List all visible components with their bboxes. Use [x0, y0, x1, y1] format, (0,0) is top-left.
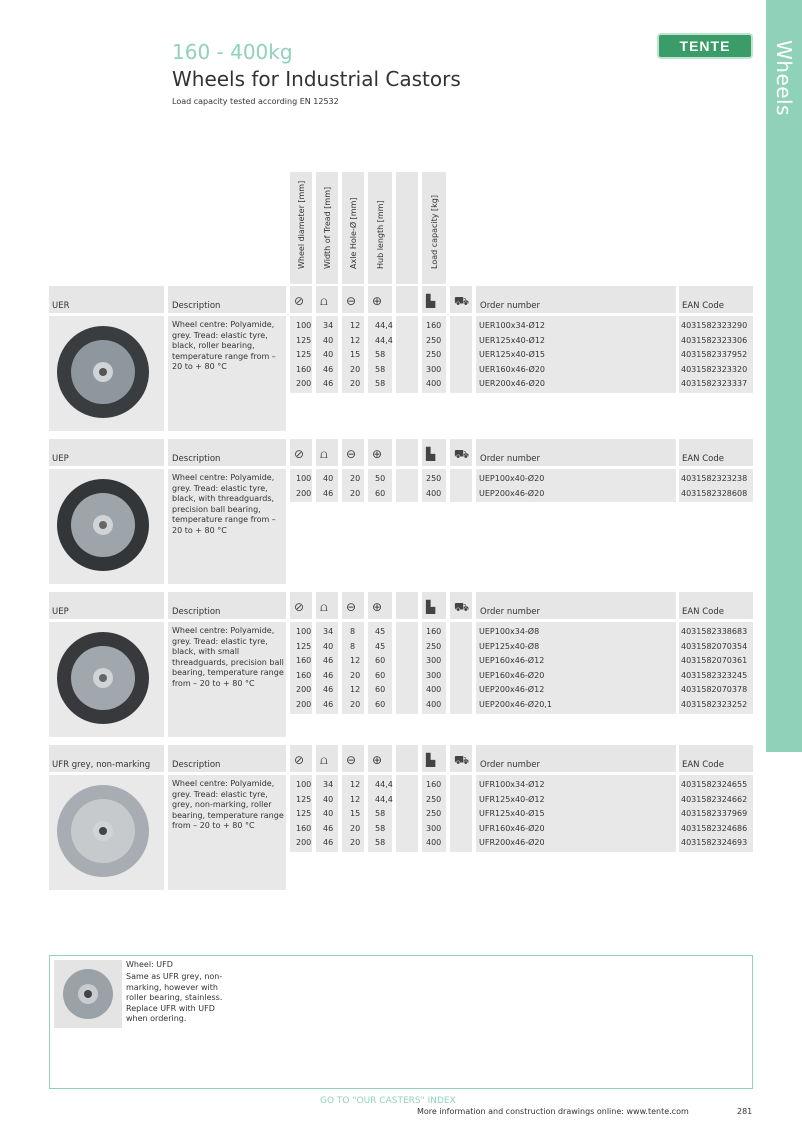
ean-code: 4031582337969: [681, 809, 748, 819]
cart-icon: ⛟: [454, 753, 470, 767]
axle-value: 20: [350, 670, 361, 680]
axle-value: 8: [350, 627, 356, 636]
load-value: 160: [426, 321, 442, 330]
col-blank: [396, 172, 418, 284]
order-number: UEP200x46-Ø12: [479, 685, 545, 695]
hub-icon: ⊕: [372, 600, 383, 614]
load-range: 160 - 400kg: [172, 40, 293, 64]
tread-value: 40: [323, 809, 334, 819]
description-label: Description: [172, 607, 221, 617]
description-header: [168, 286, 286, 313]
load-value: 250: [426, 474, 442, 483]
tread-value: 34: [323, 321, 334, 330]
wheel-image: [49, 775, 164, 890]
order-number: UEP125x40-Ø8: [479, 641, 540, 651]
ean-code-label: EAN Code: [682, 301, 725, 311]
order-header: [476, 592, 676, 619]
tread-value: 46: [323, 823, 334, 833]
tread-value: 40: [323, 794, 334, 804]
diameter-value: 100: [296, 780, 312, 789]
description-cell: [168, 469, 286, 584]
tread-icon: ⩍: [320, 294, 328, 308]
description-label: Description: [172, 301, 221, 311]
tread-value: 40: [323, 641, 334, 651]
order-number-label: Order number: [480, 760, 541, 770]
tread-value: 34: [323, 780, 334, 789]
load-icon: ▙: [426, 600, 436, 614]
order-number: UFR160x46-Ø20: [479, 823, 545, 833]
data-column-bg: [396, 469, 418, 502]
ean-code: 4031582323238: [681, 474, 748, 483]
load-value: 160: [426, 780, 442, 789]
hub-value: 58: [375, 809, 386, 819]
order-number: UFR125x40-Ø15: [479, 809, 545, 819]
hub-value: 45: [375, 641, 386, 651]
icon-header-cell: [368, 439, 392, 466]
hub-value: 58: [375, 379, 386, 389]
page-title: Wheels for Industrial Castors: [172, 67, 461, 91]
load-icon: ▙: [426, 294, 436, 308]
load-value: 400: [426, 700, 442, 709]
load-value: 400: [426, 488, 442, 498]
diameter-value: 160: [296, 823, 312, 833]
icon-header-cell: [316, 592, 338, 619]
icon-header-cell: [290, 592, 312, 619]
hub-value: 44,4: [375, 794, 393, 804]
diameter-icon: ⊘: [294, 753, 305, 767]
section-name-cell: [49, 592, 164, 619]
hub-value: 58: [375, 350, 386, 360]
order-number-label: Order number: [480, 454, 541, 464]
order-number-label: Order number: [480, 301, 541, 311]
ean-code: 4031582324662: [681, 794, 748, 804]
load-value: 250: [426, 641, 442, 651]
icon-header-cell: [422, 592, 446, 619]
load-icon: ▙: [426, 753, 436, 767]
diameter-icon: ⊘: [294, 294, 305, 308]
tread-value: 46: [323, 379, 334, 389]
hub-icon: ⊕: [372, 294, 383, 308]
axle-icon: ⊖: [346, 294, 357, 308]
hub-value: 60: [375, 488, 386, 498]
data-column-bg: [450, 316, 472, 393]
load-value: 400: [426, 379, 442, 389]
icon-header-cell: [422, 286, 446, 313]
ean-code: 4031582070378: [681, 685, 748, 695]
data-column-bg: [450, 469, 472, 502]
icon-header-cell: [396, 745, 418, 772]
ean-code: 4031582324686: [681, 823, 748, 833]
description-cell: [168, 622, 286, 737]
ufd-wheel-image: [54, 960, 122, 1028]
icon-header-cell: [368, 286, 392, 313]
icon-header-cell: [368, 592, 392, 619]
order-number-label: Order number: [480, 607, 541, 617]
description-cell: [168, 775, 286, 890]
col-wheel-diameter: [290, 172, 312, 284]
tread-icon: ⩍: [320, 600, 328, 614]
order-number: UEP100x40-Ø20: [479, 474, 545, 483]
diameter-value: 125: [296, 794, 312, 804]
tread-value: 34: [323, 627, 334, 636]
ean-code: 4031582070361: [681, 656, 748, 666]
order-number: UFR100x34-Ø12: [479, 780, 545, 789]
icon-header-cell: [316, 286, 338, 313]
hub-value: 44,4: [375, 335, 393, 345]
axle-value: 20: [350, 823, 361, 833]
side-tab-label: Wheels: [772, 40, 796, 117]
casters-index-link[interactable]: GO TO "OUR CASTERS" INDEX: [320, 1096, 456, 1106]
axle-value: 20: [350, 700, 361, 709]
diameter-value: 200: [296, 700, 312, 709]
load-value: 300: [426, 823, 442, 833]
tread-value: 40: [323, 474, 334, 483]
load-value: 250: [426, 794, 442, 804]
hub-icon: ⊕: [372, 753, 383, 767]
note-box: [49, 955, 753, 1089]
hub-value: 60: [375, 656, 386, 666]
load-value: 160: [426, 627, 442, 636]
icon-header-cell: [450, 439, 472, 466]
ean-code-label: EAN Code: [682, 454, 725, 464]
col-label: Axle Hole-Ø [mm]: [349, 197, 358, 269]
axle-value: 20: [350, 488, 361, 498]
data-column-bg: [450, 775, 472, 852]
axle-value: 20: [350, 838, 361, 848]
diameter-value: 200: [296, 379, 312, 389]
axle-icon: ⊖: [346, 600, 357, 614]
icon-header-cell: [290, 439, 312, 466]
col-label: Wheel diameter [mm]: [297, 180, 306, 269]
hub-value: 60: [375, 685, 386, 695]
order-number: UFR200x46-Ø20: [479, 838, 545, 848]
description-text: Wheel centre: Polyamide, grey. Tread: elastic tyre, black, with small threadguards, precision ball bearing, temperature range from – 20 to + 80 °C: [172, 626, 284, 688]
cart-icon: ⛟: [454, 294, 470, 308]
footer-info: More information and construction drawings online: www.tente.com: [417, 1107, 689, 1116]
ean-code: 4031582323320: [681, 364, 748, 374]
diameter-value: 200: [296, 838, 312, 848]
load-icon: ▙: [426, 447, 436, 461]
ean-code: 4031582323337: [681, 379, 748, 389]
tread-value: 46: [323, 488, 334, 498]
order-number: UER125x40-Ø15: [479, 350, 546, 360]
diameter-value: 200: [296, 685, 312, 695]
description-label: Description: [172, 454, 221, 464]
icon-header-cell: [290, 745, 312, 772]
order-number: UEP100x34-Ø8: [479, 627, 540, 636]
ean-code: 4031582323252: [681, 700, 748, 709]
section-name-cell: [49, 286, 164, 313]
icon-header-cell: [450, 745, 472, 772]
ean-code: 4031582337952: [681, 350, 748, 360]
col-label: Load capacity [kg]: [430, 194, 439, 269]
icon-header-cell: [422, 439, 446, 466]
diameter-value: 100: [296, 474, 312, 483]
axle-value: 8: [350, 641, 356, 651]
order-number: UEP200x46-Ø20: [479, 488, 545, 498]
diameter-icon: ⊘: [294, 447, 305, 461]
description-header: [168, 592, 286, 619]
section-name-cell: [49, 745, 164, 772]
axle-value: 12: [350, 794, 361, 804]
icon-header-cell: [368, 745, 392, 772]
axle-value: 12: [350, 685, 361, 695]
order-number: UEP200x46-Ø20,1: [479, 700, 552, 709]
ean-code: 4031582070354: [681, 641, 748, 651]
col-axle-hole: [342, 172, 364, 284]
order-header: [476, 286, 676, 313]
hub-value: 58: [375, 364, 386, 374]
axle-value: 12: [350, 656, 361, 666]
diameter-icon: ⊘: [294, 600, 305, 614]
data-column-bg: [396, 775, 418, 852]
axle-value: 12: [350, 780, 361, 789]
axle-value: 12: [350, 321, 361, 330]
tread-value: 46: [323, 685, 334, 695]
description-text: Wheel centre: Polyamide, grey. Tread: elastic tyre, black, with threadguards, precision ball bearing, temperature range from – 20 to + 80 °C: [172, 473, 276, 535]
diameter-value: 125: [296, 641, 312, 651]
diameter-value: 100: [296, 321, 312, 330]
hub-value: 45: [375, 627, 386, 636]
diameter-value: 160: [296, 364, 312, 374]
axle-icon: ⊖: [346, 753, 357, 767]
load-value: 250: [426, 350, 442, 360]
col-load-capacity: [422, 172, 446, 284]
section-name: UEP: [52, 454, 69, 464]
diameter-value: 125: [296, 350, 312, 360]
order-number: UER160x46-Ø20: [479, 364, 546, 374]
load-value: 300: [426, 656, 442, 666]
order-number: UEP160x46-Ø12: [479, 656, 545, 666]
note-title: Wheel: UFD: [126, 960, 173, 969]
tread-value: 46: [323, 838, 334, 848]
tread-icon: ⩍: [320, 447, 328, 461]
load-value: 300: [426, 364, 442, 374]
description-header: [168, 745, 286, 772]
ean-code: 4031582323245: [681, 670, 748, 680]
tread-value: 46: [323, 656, 334, 666]
description-text: Wheel centre: Polyamide, grey. Tread: elastic tyre, grey, non-marking, roller bearing, temperature range from – 20 to + 80 °C: [172, 779, 284, 831]
order-number: UER100x34-Ø12: [479, 321, 546, 330]
hub-value: 44,4: [375, 321, 393, 330]
icon-header-cell: [342, 286, 364, 313]
load-value: 400: [426, 838, 442, 848]
icon-header-cell: [396, 439, 418, 466]
ean-code: 4031582323306: [681, 335, 748, 345]
tread-value: 46: [323, 670, 334, 680]
col-label: Width of Tread [mm]: [323, 186, 332, 269]
diameter-value: 160: [296, 670, 312, 680]
col-hub-length: [368, 172, 392, 284]
cart-icon: ⛟: [454, 447, 470, 461]
load-value: 250: [426, 335, 442, 345]
ean-header: [679, 439, 753, 466]
section-name: UER: [52, 301, 70, 311]
diameter-value: 125: [296, 335, 312, 345]
icon-header-cell: [316, 439, 338, 466]
icon-header-cell: [342, 592, 364, 619]
section-name: UFR grey, non-marking: [52, 760, 151, 770]
axle-value: 20: [350, 379, 361, 389]
tread-value: 46: [323, 700, 334, 709]
icon-header-cell: [396, 592, 418, 619]
ean-code-label: EAN Code: [682, 607, 725, 617]
axle-value: 15: [350, 809, 361, 819]
ean-header: [679, 745, 753, 772]
diameter-value: 100: [296, 627, 312, 636]
load-value: 400: [426, 685, 442, 695]
wheel-image: [49, 469, 164, 584]
ean-code: 4031582324693: [681, 838, 748, 848]
tread-value: 40: [323, 350, 334, 360]
col-label: Hub length [mm]: [376, 200, 385, 269]
order-number: UER200x46-Ø20: [479, 379, 546, 389]
wheel-image: [49, 622, 164, 737]
load-value: 300: [426, 670, 442, 680]
brand-logo: TENTE: [657, 33, 753, 59]
hub-icon: ⊕: [372, 447, 383, 461]
diameter-value: 160: [296, 656, 312, 666]
hub-value: 50: [375, 474, 386, 483]
data-column-bg: [450, 622, 472, 714]
description-label: Description: [172, 760, 221, 770]
icon-header-cell: [342, 745, 364, 772]
icon-header-cell: [422, 745, 446, 772]
diameter-value: 125: [296, 809, 312, 819]
icon-header-cell: [450, 592, 472, 619]
hub-value: 58: [375, 838, 386, 848]
ean-header: [679, 592, 753, 619]
icon-header-cell: [396, 286, 418, 313]
order-header: [476, 745, 676, 772]
description-header: [168, 439, 286, 466]
hub-value: 58: [375, 823, 386, 833]
data-column-bg: [396, 316, 418, 393]
order-number: UEP160x46-Ø20: [479, 670, 545, 680]
tread-icon: ⩍: [320, 753, 328, 767]
cart-icon: ⛟: [454, 600, 470, 614]
axle-value: 12: [350, 335, 361, 345]
icon-header-cell: [342, 439, 364, 466]
axle-value: 15: [350, 350, 361, 360]
page-number: 281: [737, 1107, 753, 1116]
order-number: UER125x40-Ø12: [479, 335, 546, 345]
ean-code: 4031582328608: [681, 488, 748, 498]
ean-code-label: EAN Code: [682, 760, 725, 770]
icon-header-cell: [450, 286, 472, 313]
ean-code: 4031582323290: [681, 321, 748, 330]
page-subtitle: Load capacity tested according EN 12532: [172, 97, 339, 106]
axle-value: 20: [350, 474, 361, 483]
description-cell: [168, 316, 286, 431]
tread-value: 46: [323, 364, 334, 374]
icon-header-cell: [290, 286, 312, 313]
load-value: 250: [426, 809, 442, 819]
hub-value: 44,4: [375, 780, 393, 789]
axle-icon: ⊖: [346, 447, 357, 461]
ean-code: 4031582324655: [681, 780, 748, 789]
col-width-tread: [316, 172, 338, 284]
icon-header-cell: [316, 745, 338, 772]
hub-value: 60: [375, 670, 386, 680]
section-name: UEP: [52, 607, 69, 617]
order-header: [476, 439, 676, 466]
data-column-bg: [396, 622, 418, 714]
axle-value: 20: [350, 364, 361, 374]
ean-header: [679, 286, 753, 313]
order-number: UFR125x40-Ø12: [479, 794, 545, 804]
section-name-cell: [49, 439, 164, 466]
hub-value: 60: [375, 700, 386, 709]
description-text: Wheel centre: Polyamide, grey. Tread: elastic tyre, black, roller bearing, temperature range from – 20 to + 80 °C: [172, 320, 276, 372]
diameter-value: 200: [296, 488, 312, 498]
note-text: Same as UFR grey, non-marking, however with roller bearing, stainless. Replace UFR with UFD when ordering.: [126, 972, 223, 1023]
wheel-image: [49, 316, 164, 431]
tread-value: 40: [323, 335, 334, 345]
ean-code: 4031582338683: [681, 627, 748, 636]
